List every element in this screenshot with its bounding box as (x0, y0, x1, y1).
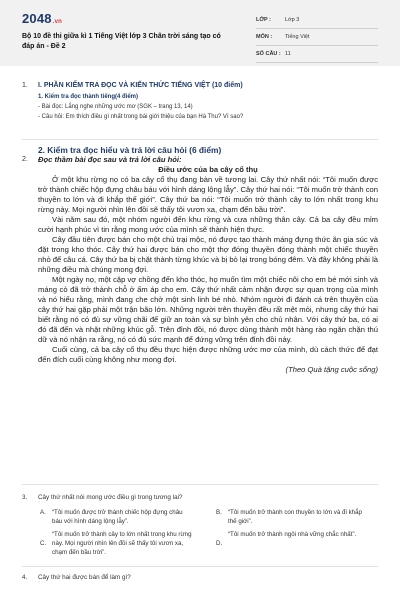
option-d[interactable] (216, 530, 368, 547)
reading-passage (38, 145, 378, 375)
option-a[interactable] (40, 508, 192, 526)
option-letter: D. (216, 540, 223, 547)
option-letter: B. (216, 509, 222, 516)
question-text: Cây thứ hai được bán để làm gì? (38, 574, 131, 581)
paragraph: Cuối cùng, cả ba cây cổ thụ đều thực hiện được những ước mơ của mình, dù cách thức để đạt đến đích cuối cùng không như mong đợi. (38, 345, 378, 364)
option-b[interactable] (216, 508, 368, 526)
meta-value: 11 (285, 51, 291, 57)
option-text: “Tôi muốn trở thành con thuyền to lớn và đi khắp thế giới”. (228, 509, 363, 525)
section-1-title (22, 82, 378, 89)
reading-line: - Bài đọc: Lắng nghe những ước mơ (SGK – trang 13, 14) (38, 104, 193, 110)
question-3 (22, 494, 182, 501)
divider (22, 484, 378, 485)
logo-tld: .vn (52, 19, 63, 25)
question-4 (22, 574, 131, 581)
paragraph: Cây đầu tiên được bán cho một chủ trại mộc, nó được tạo thành máng đựng thức ăn gia súc và đặt trong kho thóc. Cây thứ hai được bán cho một thợ đóng thuyền đóng thành một chiếc thuyền nhỏ để câu cá. Cây thứ ba bị chặt thành từng khúc và bị bỏ lại trong bóng đêm. Và đây không phải là những điều mà chúng mong đợi. (38, 235, 378, 274)
paragraph: Vài năm sau đó, một nhóm người đến khu rừng và cưa những thân cây. Cả ba cây đều mỉm cười hạnh phúc vì tin rằng mong ước của mình sẽ thành hiện thực. (38, 215, 378, 234)
option-text: “Tôi muốn được trở thành chiếc hộp đựng châu báu với hình dáng lộng lẫy”. (52, 509, 183, 525)
sub-title: 1. Kiểm tra đọc thành tiếng(4 điểm) (38, 94, 139, 100)
meta-row-subject (256, 29, 378, 46)
question-number: 4. (22, 574, 28, 581)
question-text: Cây thứ nhất nói mong ước điều gì trong tương lai? (38, 494, 183, 501)
instruction: Đọc thầm bài đọc sau và trả lời câu hỏi: (38, 155, 182, 164)
site-logo[interactable] (22, 11, 62, 26)
meta-key: LỚP : (256, 17, 271, 23)
option-c[interactable] (40, 530, 192, 557)
source-citation: (Theo Quà tặng cuộc sống) (285, 365, 378, 374)
question-line: - Câu hỏi: Em thích điều gì nhất trong bài giới thiệu của bạn Hà Thu? Vì sao? (38, 114, 244, 120)
meta-key: SỐ CÂU : (256, 51, 281, 57)
divider (22, 139, 378, 140)
page-title: Bộ 10 đề thi giữa kì 1 Tiếng Việt lớp 3 Chân trời sáng tạo có đáp án - Đề 2 (22, 33, 221, 50)
option-letter: C. (40, 540, 47, 547)
section-1 (22, 82, 378, 122)
story-title: Điều ước của ba cây cổ thụ (158, 165, 258, 174)
paragraph: Ở một khu rừng nọ có ba cây cổ thụ đang bàn về tương lai. Cây thứ nhất nói: “Tôi muốn được trở thành chiếc hộp đựng châu báu với hình dáng lộng lẫy”. Cây thứ hai nói: “Tôi muốn trở thành con thuyền to lớn và đi khắp thế giới”. Cây thứ ba nói: “Tôi muốn trở thành cây to lớn nhất trong khu rừng này. Mọi người nhìn lên đồi sẽ thấy tôi vươn xa, chạm đến bầu trời”. (38, 175, 378, 214)
option-text: “Tôi muốn trở thành cây to lớn nhất trong khu rừng này. Mọi người nhìn lên đồi sẽ thấy tôi vươn xa, chạm đến bầu trời”. (52, 531, 192, 556)
page-header (0, 0, 400, 66)
option-text: “Tôi muốn trở thành ngôi nhà vững chắc nhất”. (228, 531, 357, 538)
meta-value: Lớp 3 (285, 17, 300, 23)
meta-info (256, 12, 378, 63)
option-letter: A. (40, 509, 46, 516)
section-2-number (22, 148, 38, 166)
paragraph: Một ngày nọ, một cặp vợ chồng đến kho thóc, họ muốn tìm một chiếc nôi cho em bé mới sinh và máng cỏ đã trở thành chỗ ở ấm áp cho em. Cây thứ nhất cảm nhận được sự quan trọng của mình và nó hiểu rằng, mình đang che chở một sinh linh bé nhỏ. Nhóm người đi đánh cá trên thuyền của cây thứ hai gặp phải một trận bão lớn. Những người trên thuyền đều rất mệt mỏi, nhưng cây thứ hai biết rằng nó có đủ sự vững chãi để giữ an toàn và sự bình yên cho chủ nhân. Với cây thứ ba, có ai đó đã đến và nhặt những khúc gỗ. Trên đỉnh đồi, nó được dùng thành một hàng rào ngăn chặn thú dữ và nó nhận ra rằng, nó có đủ sức mạnh để đứng vững trên đỉnh đồi này. (38, 275, 378, 344)
meta-row-count (256, 46, 378, 63)
section-heading: 2. Kiểm tra đọc hiểu và trả lời câu hỏi (6 điểm) (38, 145, 222, 155)
meta-value: Tiếng Việt (285, 34, 310, 40)
meta-key: MÔN : (256, 34, 273, 40)
logo-text: 2048 (22, 11, 52, 26)
section-heading: I. PHẦN KIỂM TRA ĐỌC VÀ KIẾN THỨC TIẾNG VIỆT (10 điểm) (38, 82, 243, 89)
meta-row-grade (256, 12, 378, 29)
divider (22, 566, 378, 567)
question-number: 3. (22, 494, 28, 501)
section-number: 2. (22, 156, 28, 163)
section-number: 1. (22, 82, 28, 89)
